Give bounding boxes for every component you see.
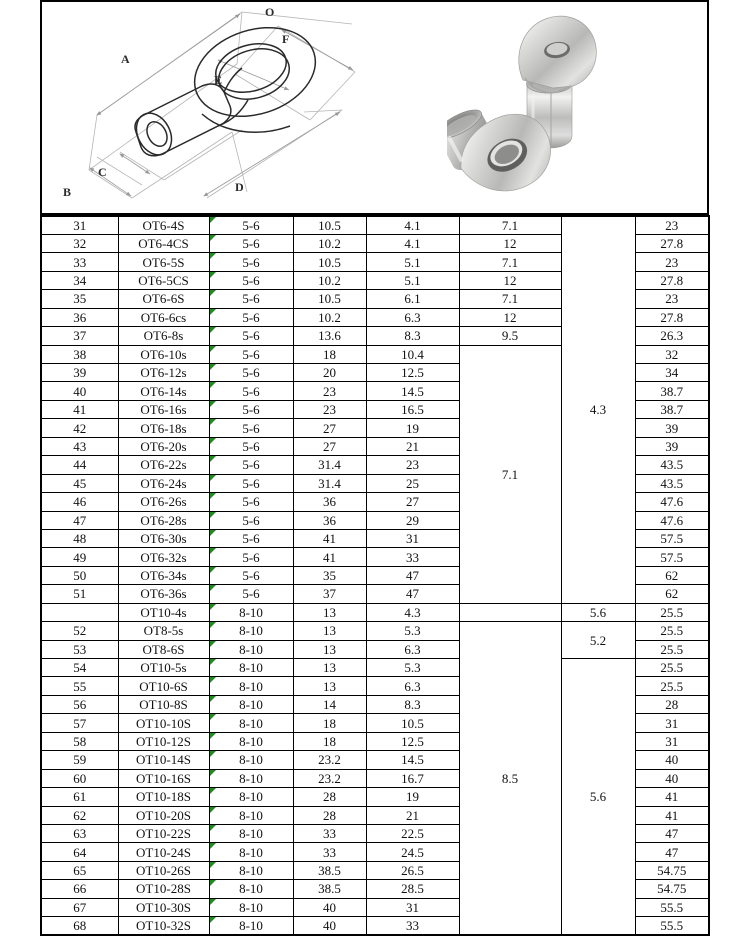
cell-index: 41 — [41, 400, 118, 418]
cell-dim-b: 10.5 — [366, 714, 459, 732]
cell-dim-a: 10.5 — [293, 253, 366, 271]
cell-dim-a: 13 — [293, 603, 366, 621]
cell-index: 61 — [41, 788, 118, 806]
cell-dim-b: 16.5 — [366, 400, 459, 418]
cell-model: OT10-8S — [118, 695, 209, 713]
cell-dim-a: 10.5 — [293, 290, 366, 308]
cell-dim-a: 10.5 — [293, 216, 366, 234]
cell-index: 46 — [41, 493, 118, 511]
cell-dim-b: 10.4 — [366, 345, 459, 363]
cell-index: 31 — [41, 216, 118, 234]
cell-dim-e: 34 — [635, 364, 709, 382]
cell-index: 55 — [41, 677, 118, 695]
cell-dim-c: 7.1 — [459, 290, 561, 308]
cell-model: OT10-30S — [118, 898, 209, 916]
cell-dim-a: 33 — [293, 843, 366, 861]
cell-dim-e: 26.3 — [635, 327, 709, 345]
cell-dim-a: 20 — [293, 364, 366, 382]
cell-dim-b: 8.3 — [366, 327, 459, 345]
cell-wire-range: 5-6 — [209, 364, 293, 382]
cell-index: 48 — [41, 529, 118, 547]
cell-dim-b: 5.3 — [366, 659, 459, 677]
cell-dim-a: 36 — [293, 511, 366, 529]
cell-dim-a: 40 — [293, 917, 366, 935]
cell-dim-c: 9.5 — [459, 327, 561, 345]
cell-dim-e: 62 — [635, 566, 709, 584]
cell-dim-b: 28.5 — [366, 880, 459, 898]
dimension-label-c: C — [98, 165, 108, 179]
cell-dim-b: 4.3 — [366, 603, 459, 621]
table-row — [41, 659, 709, 677]
cell-dim-e: 27.8 — [635, 308, 709, 326]
cell-dim-d-merged: 5.6 — [561, 603, 635, 621]
cell-dim-b: 31 — [366, 529, 459, 547]
cell-wire-range: 5-6 — [209, 548, 293, 566]
cell-index: 65 — [41, 861, 118, 879]
cell-wire-range: 5-6 — [209, 419, 293, 437]
cell-dim-b: 12.5 — [366, 732, 459, 750]
cell-wire-range: 5-6 — [209, 271, 293, 289]
cell-model: OT6-24s — [118, 474, 209, 492]
cell-dim-e: 25.5 — [635, 677, 709, 695]
cell-wire-range: 5-6 — [209, 290, 293, 308]
cell-index: 39 — [41, 364, 118, 382]
cell-dim-e: 25.5 — [635, 659, 709, 677]
cell-dim-a: 38.5 — [293, 880, 366, 898]
cell-wire-range: 8-10 — [209, 806, 293, 824]
cell-wire-range: 8-10 — [209, 861, 293, 879]
cell-index: 36 — [41, 308, 118, 326]
cell-dim-b: 6.3 — [366, 308, 459, 326]
cell-dim-e: 54.75 — [635, 861, 709, 879]
dimension-label-f: F — [282, 32, 290, 46]
cell-dim-b: 5.1 — [366, 271, 459, 289]
cell-dim-a: 10.2 — [293, 234, 366, 252]
cell-wire-range: 5-6 — [209, 345, 293, 363]
cell-dim-a: 31.4 — [293, 456, 366, 474]
cell-dim-b: 5.3 — [366, 622, 459, 640]
cell-model: OT6-6S — [118, 290, 209, 308]
cell-dim-a: 23 — [293, 382, 366, 400]
cell-dim-b: 6.3 — [366, 640, 459, 658]
cell-model: OT6-20s — [118, 437, 209, 455]
cell-dim-e: 43.5 — [635, 456, 709, 474]
cell-dim-b: 33 — [366, 917, 459, 935]
cell-model: OT10-12S — [118, 732, 209, 750]
cell-dim-a: 13 — [293, 622, 366, 640]
cell-index: 66 — [41, 880, 118, 898]
cell-index: 50 — [41, 566, 118, 584]
cell-model: OT6-16s — [118, 400, 209, 418]
cell-dim-a: 38.5 — [293, 861, 366, 879]
cell-dim-c-merged: 7.1 — [459, 345, 561, 603]
cell-dim-c-merged: 8.5 — [459, 622, 561, 935]
cell-dim-a: 35 — [293, 566, 366, 584]
cell-index: 37 — [41, 327, 118, 345]
cell-wire-range: 8-10 — [209, 843, 293, 861]
cell-index: 53 — [41, 640, 118, 658]
cell-model: OT6-18s — [118, 419, 209, 437]
cell-dim-b: 4.1 — [366, 234, 459, 252]
cell-index: 68 — [41, 917, 118, 935]
cell-dim-e: 25.5 — [635, 603, 709, 621]
cell-dim-a: 14 — [293, 695, 366, 713]
cell-model: OT6-4CS — [118, 234, 209, 252]
cell-dim-b: 22.5 — [366, 824, 459, 842]
cell-wire-range: 5-6 — [209, 493, 293, 511]
cell-dim-a: 31.4 — [293, 474, 366, 492]
cell-dim-e: 39 — [635, 437, 709, 455]
cell-index: 32 — [41, 234, 118, 252]
cell-dim-b: 6.1 — [366, 290, 459, 308]
cell-index: 63 — [41, 824, 118, 842]
cell-model: OT6-22s — [118, 456, 209, 474]
cell-model: OT10-5s — [118, 659, 209, 677]
cell-dim-b: 21 — [366, 437, 459, 455]
cell-dim-a: 10.2 — [293, 271, 366, 289]
cell-dim-e: 23 — [635, 253, 709, 271]
cell-dim-a: 28 — [293, 806, 366, 824]
cell-dim-e: 23 — [635, 216, 709, 234]
cell-wire-range: 5-6 — [209, 566, 293, 584]
cell-dim-c: 12 — [459, 308, 561, 326]
cell-dim-e: 28 — [635, 695, 709, 713]
cell-wire-range: 8-10 — [209, 788, 293, 806]
cell-model: OT8-5s — [118, 622, 209, 640]
cell-wire-range: 5-6 — [209, 308, 293, 326]
cell-dim-c-merged — [459, 603, 561, 621]
cell-dim-e: 54.75 — [635, 880, 709, 898]
cell-dim-e: 27.8 — [635, 234, 709, 252]
cell-index: 57 — [41, 714, 118, 732]
cell-dim-c: 12 — [459, 234, 561, 252]
cell-wire-range: 5-6 — [209, 585, 293, 603]
cell-index: 42 — [41, 419, 118, 437]
cell-model: OT10-20S — [118, 806, 209, 824]
cell-dim-e: 43.5 — [635, 474, 709, 492]
cell-dim-b: 6.3 — [366, 677, 459, 695]
cell-model: OT8-6S — [118, 640, 209, 658]
cell-wire-range: 8-10 — [209, 751, 293, 769]
cell-wire-range: 8-10 — [209, 603, 293, 621]
cell-dim-e: 40 — [635, 751, 709, 769]
dimension-label-b: B — [63, 185, 72, 199]
cell-index: 62 — [41, 806, 118, 824]
cell-dim-e: 38.7 — [635, 382, 709, 400]
cell-wire-range: 8-10 — [209, 824, 293, 842]
cell-wire-range: 8-10 — [209, 695, 293, 713]
cell-dim-b: 5.1 — [366, 253, 459, 271]
cell-dim-b: 19 — [366, 419, 459, 437]
cell-dim-a: 41 — [293, 529, 366, 547]
cell-wire-range: 8-10 — [209, 677, 293, 695]
illustration-panel — [40, 0, 709, 215]
cell-dim-a: 18 — [293, 345, 366, 363]
cell-dim-a: 27 — [293, 437, 366, 455]
cell-index: 49 — [41, 548, 118, 566]
cell-index: 56 — [41, 695, 118, 713]
cell-index: 58 — [41, 732, 118, 750]
dimension-label-d: D — [235, 180, 245, 194]
cell-model: OT10-32S — [118, 917, 209, 935]
cell-dim-b: 27 — [366, 493, 459, 511]
table-row — [41, 216, 709, 234]
cell-model: OT6-26s — [118, 493, 209, 511]
cell-wire-range: 8-10 — [209, 880, 293, 898]
cell-dim-a: 18 — [293, 714, 366, 732]
dimension-label-a: A — [121, 52, 131, 66]
cell-index: 60 — [41, 769, 118, 787]
cell-model: OT6-8s — [118, 327, 209, 345]
cell-dim-b: 25 — [366, 474, 459, 492]
cell-index: 33 — [41, 253, 118, 271]
cell-dim-e: 39 — [635, 419, 709, 437]
cell-index: 47 — [41, 511, 118, 529]
cell-wire-range: 5-6 — [209, 511, 293, 529]
cell-dim-a: 27 — [293, 419, 366, 437]
cell-wire-range: 5-6 — [209, 456, 293, 474]
cell-model: OT6-32s — [118, 548, 209, 566]
cell-index: 59 — [41, 751, 118, 769]
cell-model: OT10-22S — [118, 824, 209, 842]
cell-index: 52 — [41, 622, 118, 640]
cell-index: 38 — [41, 345, 118, 363]
cell-dim-b: 47 — [366, 585, 459, 603]
cell-dim-e: 57.5 — [635, 548, 709, 566]
cell-model: OT6-5CS — [118, 271, 209, 289]
table-row — [41, 622, 709, 640]
cell-dim-b: 19 — [366, 788, 459, 806]
cell-dim-e: 31 — [635, 714, 709, 732]
cell-dim-e: 55.5 — [635, 898, 709, 916]
cell-wire-range: 5-6 — [209, 400, 293, 418]
cell-dim-b: 21 — [366, 806, 459, 824]
cell-dim-a: 41 — [293, 548, 366, 566]
cell-dim-e: 31 — [635, 732, 709, 750]
cell-index: 35 — [41, 290, 118, 308]
cell-dim-d-merged: 4.3 — [561, 216, 635, 603]
cell-dim-b: 23 — [366, 456, 459, 474]
cell-dim-e: 47 — [635, 843, 709, 861]
cell-wire-range: 5-6 — [209, 216, 293, 234]
cell-dim-b: 31 — [366, 898, 459, 916]
cell-dim-b: 14.5 — [366, 751, 459, 769]
product-photo — [447, 2, 707, 213]
cell-dim-b: 14.5 — [366, 382, 459, 400]
cell-dim-e: 41 — [635, 806, 709, 824]
cell-dim-d-merged: 5.2 — [561, 622, 635, 659]
cell-dim-e: 47.6 — [635, 493, 709, 511]
table-body — [41, 216, 709, 935]
cell-dim-a: 13 — [293, 677, 366, 695]
cell-wire-range: 5-6 — [209, 327, 293, 345]
cell-dim-a: 40 — [293, 898, 366, 916]
cell-model: OT6-34s — [118, 566, 209, 584]
cell-dim-e: 25.5 — [635, 622, 709, 640]
cell-wire-range: 8-10 — [209, 769, 293, 787]
cell-dim-e: 40 — [635, 769, 709, 787]
cell-dim-e: 57.5 — [635, 529, 709, 547]
cell-wire-range: 5-6 — [209, 529, 293, 547]
cell-dim-e: 47 — [635, 824, 709, 842]
cell-dim-d-merged: 5.6 — [561, 659, 635, 936]
cell-model: OT10-28S — [118, 880, 209, 898]
technical-drawing — [42, 2, 452, 213]
cell-model: OT10-16S — [118, 769, 209, 787]
table-row — [41, 603, 709, 621]
cell-index: 43 — [41, 437, 118, 455]
cell-dim-a: 36 — [293, 493, 366, 511]
cell-dim-e: 41 — [635, 788, 709, 806]
cell-model: OT6-5S — [118, 253, 209, 271]
cell-model: OT6-14s — [118, 382, 209, 400]
cell-dim-a: 23 — [293, 400, 366, 418]
cell-dim-a: 23.2 — [293, 769, 366, 787]
cell-dim-b: 47 — [366, 566, 459, 584]
cell-dim-a: 18 — [293, 732, 366, 750]
specification-table — [40, 215, 710, 936]
cell-index: 67 — [41, 898, 118, 916]
cell-dim-b: 29 — [366, 511, 459, 529]
cell-dim-a: 37 — [293, 585, 366, 603]
cell-index: 51 — [41, 585, 118, 603]
cell-dim-a: 13 — [293, 640, 366, 658]
cell-model: OT6-6cs — [118, 308, 209, 326]
cell-wire-range: 5-6 — [209, 437, 293, 455]
cell-dim-a: 13.6 — [293, 327, 366, 345]
dimension-label-o: O — [265, 5, 275, 19]
cell-wire-range: 8-10 — [209, 640, 293, 658]
cell-model: OT6-12s — [118, 364, 209, 382]
cell-model: OT6-4S — [118, 216, 209, 234]
cell-index: 40 — [41, 382, 118, 400]
cell-wire-range: 5-6 — [209, 474, 293, 492]
cell-dim-e: 23 — [635, 290, 709, 308]
cell-model: OT10-10S — [118, 714, 209, 732]
cell-index: 45 — [41, 474, 118, 492]
cell-wire-range: 8-10 — [209, 898, 293, 916]
cell-dim-e: 32 — [635, 345, 709, 363]
cell-index: 64 — [41, 843, 118, 861]
cell-dim-b: 12.5 — [366, 364, 459, 382]
cell-dim-e: 55.5 — [635, 917, 709, 935]
cell-dim-e: 62 — [635, 585, 709, 603]
cell-model: OT6-30s — [118, 529, 209, 547]
cell-dim-b: 26.5 — [366, 861, 459, 879]
cell-wire-range: 5-6 — [209, 382, 293, 400]
cell-model: OT6-36s — [118, 585, 209, 603]
cell-dim-a: 13 — [293, 659, 366, 677]
cell-wire-range: 8-10 — [209, 659, 293, 677]
cell-index: 44 — [41, 456, 118, 474]
cell-dim-c: 7.1 — [459, 253, 561, 271]
cell-model: OT6-28s — [118, 511, 209, 529]
cell-wire-range: 8-10 — [209, 917, 293, 935]
cell-model: OT10-14S — [118, 751, 209, 769]
cell-model: OT10-18S — [118, 788, 209, 806]
cell-index: 34 — [41, 271, 118, 289]
cell-model: OT6-10s — [118, 345, 209, 363]
cell-dim-e: 47.6 — [635, 511, 709, 529]
cell-dim-a: 33 — [293, 824, 366, 842]
cell-dim-b: 8.3 — [366, 695, 459, 713]
cell-index — [41, 603, 118, 621]
cell-model: OT10-6S — [118, 677, 209, 695]
cell-dim-b: 16.7 — [366, 769, 459, 787]
cell-wire-range: 8-10 — [209, 622, 293, 640]
cell-dim-e: 38.7 — [635, 400, 709, 418]
cell-wire-range: 5-6 — [209, 253, 293, 271]
cell-index: 54 — [41, 659, 118, 677]
cell-model: OT10-24S — [118, 843, 209, 861]
cell-dim-a: 23.2 — [293, 751, 366, 769]
dimension-label-e: E — [214, 73, 223, 87]
cell-dim-e: 25.5 — [635, 640, 709, 658]
cell-dim-c: 12 — [459, 271, 561, 289]
cell-model: OT10-4s — [118, 603, 209, 621]
cell-dim-b: 24.5 — [366, 843, 459, 861]
cell-dim-e: 27.8 — [635, 271, 709, 289]
cell-dim-a: 28 — [293, 788, 366, 806]
cell-wire-range: 8-10 — [209, 714, 293, 732]
cell-dim-c: 7.1 — [459, 216, 561, 234]
cell-wire-range: 8-10 — [209, 732, 293, 750]
cell-model: OT10-26S — [118, 861, 209, 879]
cell-dim-b: 4.1 — [366, 216, 459, 234]
cell-dim-b: 33 — [366, 548, 459, 566]
cell-dim-a: 10.2 — [293, 308, 366, 326]
cell-wire-range: 5-6 — [209, 234, 293, 252]
